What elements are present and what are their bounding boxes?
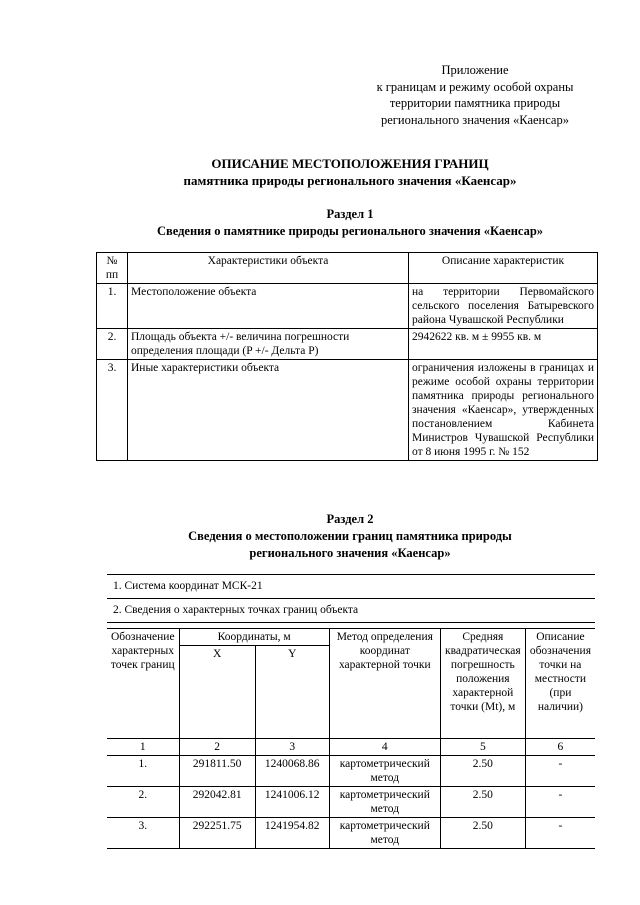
point-description: - — [525, 818, 595, 849]
appendix-line: Приложение — [441, 63, 509, 77]
divider — [107, 598, 595, 599]
appendix-block — [350, 62, 600, 128]
row-characteristic: Местоположение объекта — [128, 284, 409, 329]
header-method: Метод определения координат характерной точки — [329, 629, 440, 739]
table-row — [107, 756, 595, 787]
column-number: 1 — [107, 739, 179, 756]
column-number: 4 — [329, 739, 440, 756]
coordinate-system: 1. Система координат МСК-21 — [113, 580, 263, 592]
appendix-line: регионального значения «Каенсар» — [380, 112, 569, 127]
point-error: 2.50 — [440, 818, 525, 849]
table-row — [107, 818, 595, 849]
boundary-points-table — [107, 628, 595, 849]
row-description: ограничения изложены в границах и режиме особой охраны территории памятника природы регионального значения «Каенсар», утвержденных постановлением Кабинета Министров Чувашской Республики от 8 июня 1995 г. № 152 — [409, 360, 598, 461]
header-error: Средняя квадратическая погрешность положения характерной точки (Mt), м — [440, 629, 525, 739]
point-error: 2.50 — [440, 756, 525, 787]
points-title: 2. Сведения о характерных точках границ объекта — [113, 604, 359, 616]
section2-subtitle-line-1: Сведения о местоположении границ памятника природы — [188, 529, 512, 543]
point-x: 291811.50 — [179, 756, 255, 787]
object-characteristics-table — [96, 252, 598, 461]
header-description: Описание характеристик — [409, 253, 598, 284]
divider — [107, 574, 595, 575]
section1-subtitle: Сведения о памятнике природы регионального значения «Каенсар» — [156, 224, 544, 238]
row-description: 2942622 кв. м ± 9955 кв. м — [409, 329, 598, 360]
section1-title: Раздел 1 — [326, 207, 374, 221]
section2-heading — [0, 511, 640, 562]
point-number: 1. — [107, 756, 179, 787]
point-number: 3. — [107, 818, 179, 849]
column-number: 2 — [179, 739, 255, 756]
point-method: картометрический метод — [329, 818, 440, 849]
column-number: 6 — [525, 739, 595, 756]
column-number: 5 — [440, 739, 525, 756]
section2-title: Раздел 2 — [326, 512, 374, 526]
section1-heading — [0, 206, 640, 240]
row-characteristic: Иные характеристики объекта — [128, 360, 409, 461]
point-number: 2. — [107, 787, 179, 818]
table-row — [97, 329, 598, 360]
table-row — [107, 787, 595, 818]
header-characteristics: Характеристики объекта — [128, 253, 409, 284]
row-number: 1. — [97, 284, 128, 329]
point-y: 1241006.12 — [255, 787, 329, 818]
point-method: картометрический метод — [329, 787, 440, 818]
header-x: X — [179, 646, 255, 739]
section2-subtitle-line-2: регионального значения «Каенсар» — [249, 546, 451, 560]
table-header-row — [107, 629, 595, 646]
document-title — [0, 155, 640, 189]
title-line-1: ОПИСАНИЕ МЕСТОПОЛОЖЕНИЯ ГРАНИЦ — [211, 156, 489, 171]
point-error: 2.50 — [440, 787, 525, 818]
header-coordinates: Координаты, м — [179, 629, 329, 646]
header-y: Y — [255, 646, 329, 739]
appendix-line: территории памятника природы — [389, 96, 561, 110]
row-description: на территории Первомайского сельского поселения Батыревского района Чувашской Республики — [409, 284, 598, 329]
point-description: - — [525, 787, 595, 818]
table-row — [97, 360, 598, 461]
header-number: № пп — [97, 253, 128, 284]
point-y: 1240068.86 — [255, 756, 329, 787]
point-x: 292251.75 — [179, 818, 255, 849]
row-number: 2. — [97, 329, 128, 360]
point-description: - — [525, 756, 595, 787]
header-point-description: Описание обозначения точки на местности (при наличии) — [525, 629, 595, 739]
point-method: картометрический метод — [329, 756, 440, 787]
table-header-row — [97, 253, 598, 284]
column-number-row — [107, 739, 595, 756]
appendix-line: к границам и режиму особой охраны — [376, 79, 574, 94]
table-row — [97, 284, 598, 329]
divider — [107, 622, 595, 623]
column-number: 3 — [255, 739, 329, 756]
title-line-2: памятника природы регионального значения «Каенсар» — [183, 173, 517, 188]
point-y: 1241954.82 — [255, 818, 329, 849]
row-characteristic: Площадь объекта +/- величина погрешности определения площади (P +/- Дельта P) — [128, 329, 409, 360]
point-x: 292042.81 — [179, 787, 255, 818]
row-number: 3. — [97, 360, 128, 461]
header-point-designation: Обозначение характерных точек границ — [107, 629, 179, 739]
